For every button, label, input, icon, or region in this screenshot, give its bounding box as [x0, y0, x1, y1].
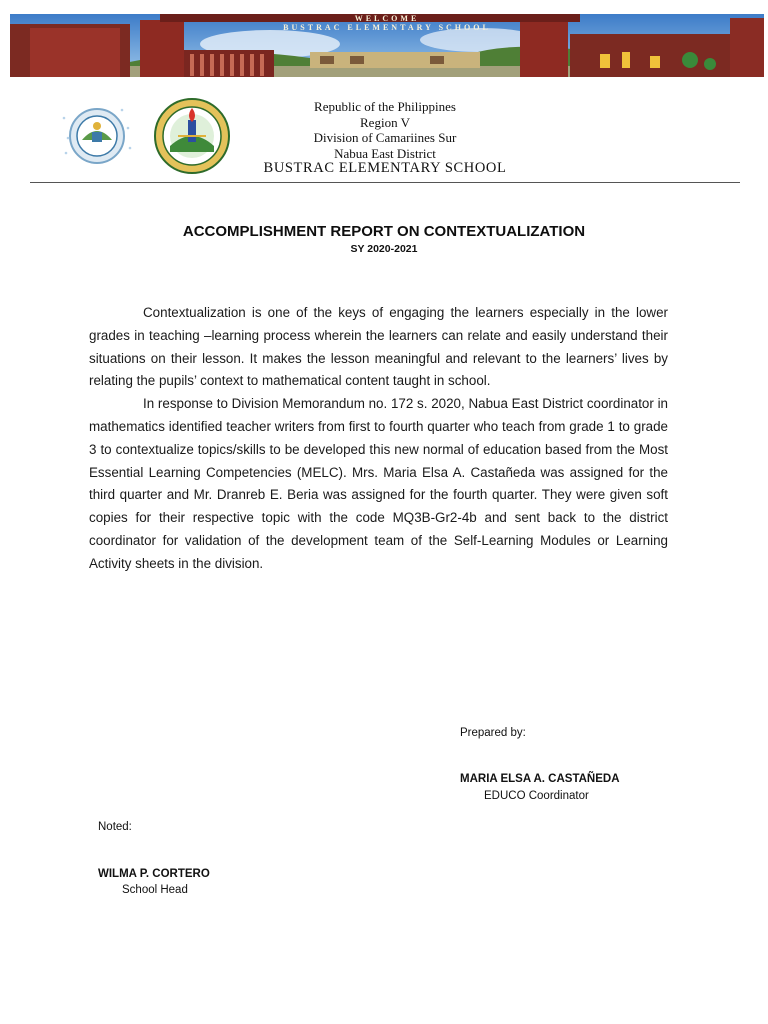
division-seal-icon — [148, 96, 236, 176]
body-paragraph: In response to Division Memorandum no. 172 s. 2020, Nabua East District coordinator in mathematics identified teacher writers from first to fourth quarter who teach from grade 1 to grade 3 to contextualize topics/skills to be developed this new normal of education based from the Most Essential Learning Competencies (MELC). Mrs. Maria Elsa A. Castañeda was assigned for the third quarter and Mr. Dranreb E. Beria was assigned for the fourth quarter. They were given soft copies for their respective topic with the code MQ3B-Gr2-4b and sent back to the district coordinator for validation of the development team of the Self-Learning Modules or Learning Activity sheets in the division. — [89, 396, 668, 571]
letterhead — [230, 99, 540, 177]
report-body — [89, 302, 668, 576]
header-divider — [30, 182, 740, 183]
preparer-name: MARIA ELSA A. CASTAÑEDA — [460, 773, 620, 785]
region-line: Region V — [360, 114, 410, 130]
noted-label: Noted: — [98, 821, 132, 833]
report-title: ACCOMPLISHMENT REPORT ON CONTEXTUALIZATION — [182, 223, 586, 240]
school-year: SY 2020-2021 — [350, 243, 418, 255]
preparer-title: EDUCO Coordinator — [484, 790, 589, 802]
school-head-title: School Head — [122, 884, 188, 896]
division-line: Division of Camariines Sur — [313, 130, 457, 145]
school-seal — [56, 98, 138, 176]
school-seal-icon — [56, 98, 138, 176]
gate-sign — [10, 15, 764, 32]
school-head-name: WILMA P. CORTERO — [98, 868, 210, 880]
body-paragraph: Contextualization is one of the keys of engaging the learners especially in the lower grades in teaching –learning process wherein the learners can relate and easily understand their situations on their lesson. It makes the lesson meaningful and relevant to the learners’ lives by relating the pupils’ context to mathematical content taught in school. — [89, 305, 668, 389]
district-line: Nabua East District — [334, 145, 436, 161]
country-line: Republic of the Philippines — [314, 99, 456, 114]
prepared-by-label: Prepared by: — [460, 727, 526, 739]
header-banner — [10, 14, 764, 77]
division-seal — [148, 96, 236, 176]
gate-school-text: BUSTRAC ELEMENTARY SCHOOL — [283, 23, 491, 32]
school-name: BUSTRAC ELEMENTARY SCHOOL — [263, 160, 507, 176]
gate-welcome-text: WELCOME — [354, 14, 420, 23]
